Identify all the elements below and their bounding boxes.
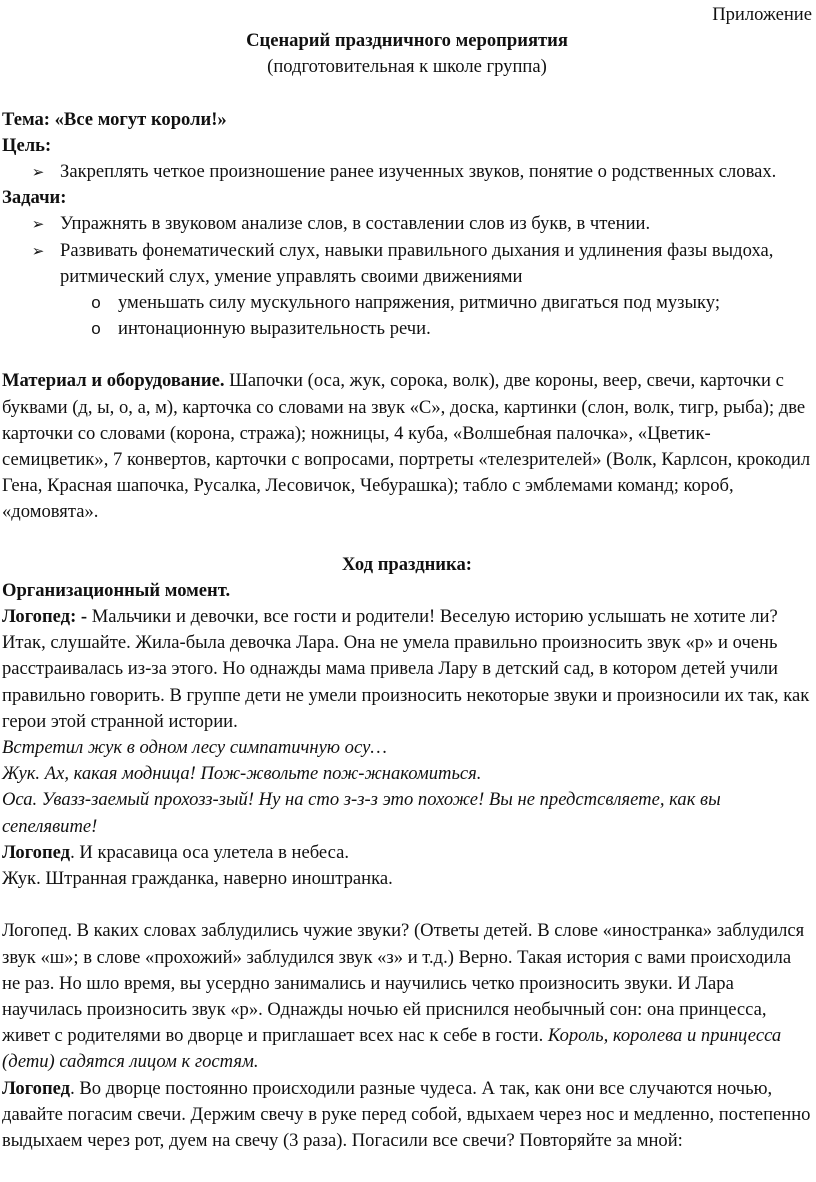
task-item-text: Развивать фонематический слух, навыки правильного дыхания и удлинения фазы выдоха, ритмический слух, умение управлять своими движениями (60, 239, 774, 287)
task-item (2, 238, 812, 290)
task-item-text: Упражнять в звуковом анализе слов, в составлении слов из букв, в чтении. (60, 213, 651, 235)
arrow-bullet-icon: ➢ (31, 215, 45, 234)
goal-item-text: Закреплять четкое произношение ранее изученных звуков, понятие о родственных словах. (60, 161, 777, 183)
tasks-sublist (2, 290, 812, 342)
task-subitem-text: уменьшать силу мускульного напряжения, ритмично двигаться под музыку; (118, 292, 721, 314)
materials-paragraph (2, 368, 812, 525)
spacer (2, 81, 812, 107)
spacer (2, 892, 812, 918)
tasks-label: Задачи: (2, 187, 67, 209)
task-item (2, 211, 812, 237)
task-subitem-text: интонационную выразительность речи. (118, 318, 431, 340)
materials-label: Материал и оборудование. (2, 370, 225, 392)
topic-heading: Тема: «Все могут короли!» (2, 108, 227, 130)
goal-label: Цель: (2, 134, 52, 156)
course-title: Ход праздника: (342, 553, 472, 575)
document-subtitle: (подготовительная к школе группа) (267, 56, 547, 78)
spacer (2, 526, 812, 552)
italic-line: Оса. Увазз-заемый прохозз-зый! Ну на сто з-з-з это похоже! Вы не предстсвляете, как вы сепелявите! (2, 789, 721, 837)
speech-text: . Во дворце постоянно происходили разные чудеса. А так, как они все случаются ночью, давайте погасим свечи. Держим свечу в руке перед собой, вдыхаем через нос и медленно, постепенно выдыхаем через рот, дуем на свечу (3 раза). Погасили все свечи? Повторяйте за мной: (2, 1077, 811, 1151)
arrow-bullet-icon: ➢ (31, 163, 45, 182)
italic-line: Встретил жук в одном лесу симпатичную осу… (2, 737, 387, 759)
tasks-list (2, 211, 812, 290)
stage-direction: Король, королева и принцесса (дети) садятся лицом к гостям. (2, 1025, 782, 1073)
materials-text: Шапочки (оса, жук, сорока, волк), две короны, веер, свечи, карточки с буквами (д, ы, о, а, м), карточка со словами на звук «С», доска, картинки (слон, волк, тигр, рыба); две карточки со словами (корона, стража); ножницы, 4 куба, «Волшебная палочка», «Цветик-семицветик», 7 конвертов, карточки с вопросами, портреты «телезрителей» (Волк, Карлсон, крокодил Гена, Красная шапочка, Русалка, Лесовичок, Чебурашка); табло с эмблемами команд; короб, «домовята». (2, 370, 811, 523)
speech-paragraph (2, 1076, 812, 1155)
circle-bullet-icon: o (91, 319, 101, 339)
task-subitem (2, 316, 812, 342)
arrow-bullet-icon: ➢ (31, 241, 45, 260)
circle-bullet-icon: o (91, 293, 101, 313)
speech-paragraph (2, 840, 812, 866)
speech-paragraph (2, 604, 812, 735)
speech-text: . И красавица оса улетела в небеса. (70, 841, 350, 863)
speaker-label: Логопед (2, 1077, 71, 1099)
spacer (2, 342, 812, 368)
task-subitem (2, 290, 812, 316)
goal-list (2, 159, 812, 185)
document-title: Сценарий праздничного мероприятия (246, 30, 568, 52)
text-paragraph: Жук. Штранная гражданка, наверно иноштранка. (2, 868, 393, 890)
speech-paragraph (2, 918, 812, 1075)
speaker-label: Логопед: - (2, 606, 88, 628)
appendix-label: Приложение (712, 4, 812, 25)
speech-text: Мальчики и девочки, все гости и родители! Веселую историю услышать не хотите ли? Итак, слушайте. Жила-была девочка Лара. Она не умела правильно произносить звук «р» и очень расстраивалась из-за этого. Но однажды мама привела Лару в детский сад, в котором детей учили правильно говорить. В группе дети не умели произносить некоторые звуки и произносили их так, как герои этой странной истории. (2, 606, 810, 732)
goal-item (2, 159, 812, 185)
speech-text: Логопед. В каких словах заблудились чужие звуки? (Ответы детей. В слове «иностранка» заблудился звук «ш»; в слове «прохожий» заблудился звук «з» и т.д.) Верно. Такая история с вами происходила не раз. Но шло время, вы усердно занимались и научились четко произносить звуки. И Лара научилась произносить звук «р». Однажды ночью ей приснился необычный сон: она принцесса, живет с родителями во дворце и приглашает всех нас к себе в гости. (2, 920, 805, 1047)
document-content (2, 2, 812, 1154)
org-moment-heading: Организационный момент. (2, 579, 231, 601)
italic-line: Жук. Ах, какая модница! Пож-жвольте пож-жнакомиться. (2, 763, 482, 785)
speaker-label: Логопед (2, 841, 71, 863)
